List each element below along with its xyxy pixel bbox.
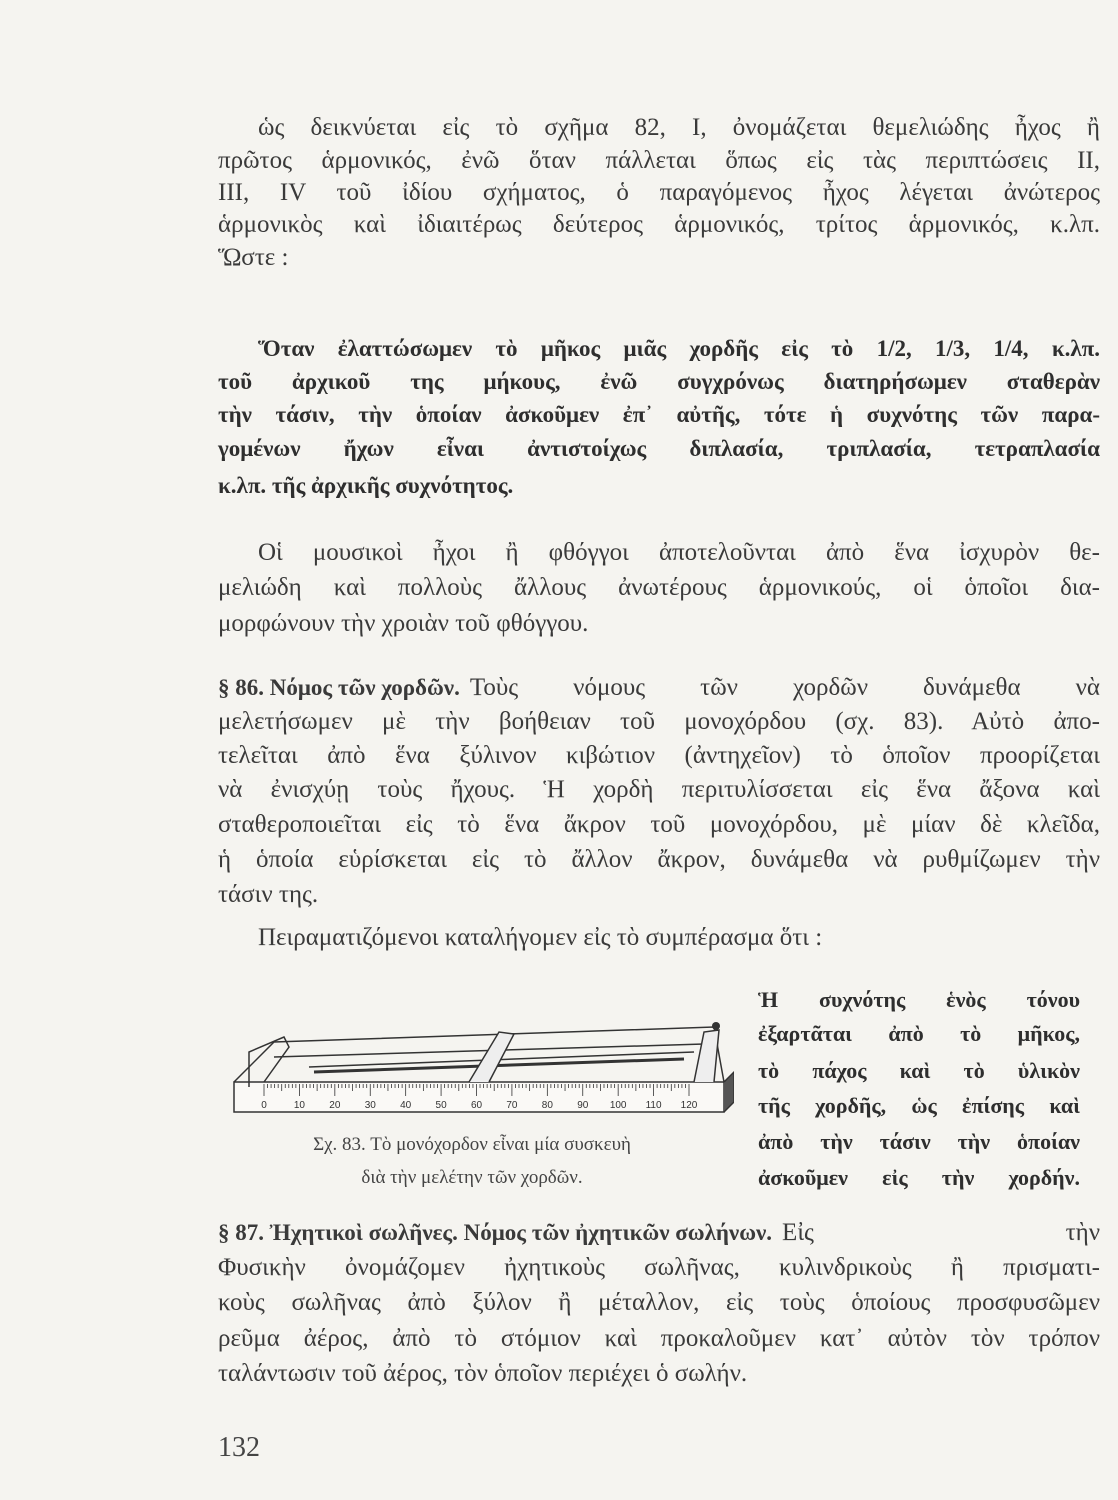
text-line: III, IV τοῦ ἰδίου σχήματος, ὁ παραγόμενος ἦχος λέγεται ἀνώτερος [218, 179, 1100, 206]
conclusion-line: ἐξαρτᾶται ἀπὸ τὸ μῆκος, [758, 1021, 1080, 1046]
text-line: τάσιν της. [218, 881, 319, 908]
section-87-heading: § 87. Ἠχητικοὶ σωλῆνες. Νόμος τῶν ἠχητικῶν σωλήνων. [218, 1220, 773, 1245]
ruler-label: 10 [293, 1100, 305, 1111]
conclusion-line: ἀσκοῦμεν εἰς τὴν χορδήν. [758, 1165, 1080, 1190]
text-line: κοὺς σωλῆνας ἀπὸ ξύλον ἢ μέταλλον, εἰς τοὺς ὁποίους προσφυσῶμεν [218, 1289, 1100, 1316]
text-line: Ὥστε : [218, 244, 289, 271]
conclusion-line: Ἡ συχνότης ἑνὸς τόνου [758, 987, 1080, 1012]
ruler-label: 50 [435, 1100, 447, 1111]
text-line: Τοὺς νόμους τῶν χορδῶν δυνάμεθα νὰ [469, 674, 1100, 701]
ruler-label: 90 [577, 1100, 589, 1111]
ruler-label: 100 [609, 1100, 627, 1111]
ruler-label: 40 [400, 1100, 412, 1111]
ruler-label: 30 [364, 1100, 376, 1111]
page-number: 132 [218, 1432, 260, 1463]
ruler-label: 0 [261, 1100, 267, 1111]
ruler-label: 60 [470, 1100, 483, 1111]
text-line: πρῶτος ἁρμονικός, ἐνῶ ὅταν πάλλεται ὅπως εἰς τὰς περιπτώσεις II, [218, 147, 1100, 174]
text-line: τελεῖται ἀπὸ ἕνα ξύλινον κιβώτιον (ἀντηχεῖον) τὸ ὁποῖον προορίζεται [218, 742, 1100, 769]
text-line: Οἱ μουσικοὶ ἦχοι ἢ φθόγγοι ἀποτελοῦνται ἀπὸ ἕνα ἰσχυρὸν θε- [258, 539, 1100, 566]
text-line: ἡ ὁποία εὑρίσκεται εἰς τὸ ἄλλον ἄκρον, δυνάμεθα νὰ ρυθμίζωμεν τὴν [218, 846, 1100, 873]
text-line: μορφώνουν τὴν χροιὰν τοῦ φθόγγου. [218, 610, 589, 637]
law-line: τὴν τάσιν, τὴν ὁποίαν ἀσκοῦμεν ἐπ᾽ αὐτῆς, τότε ἡ συχνότης τῶν παρα- [218, 402, 1100, 427]
text-line: μελιώδη καὶ πολλοὺς ἄλλους ἀνωτέρους ἁρμονικούς, οἱ ὁποῖοι δια- [218, 574, 1100, 601]
text-line: Εἰς τὴν [782, 1219, 1100, 1246]
monochord-illustration [214, 1012, 734, 1130]
law-line: Ὅταν ἐλαττώσωμεν τὸ μῆκος μιᾶς χορδῆς εἰς τὸ 1/2, 1/3, 1/4, κ.λπ. [258, 336, 1100, 361]
law-line: τοῦ ἀρχικοῦ της μήκους, ἐνῶ συγχρόνως διατηρήσωμεν σταθερὰν [218, 369, 1100, 394]
text-line: ἁρμονικὸς καὶ ἰδιαιτέρως δεύτερος ἁρμονικός, τρίτος ἁρμονικός, κ.λπ. [218, 211, 1100, 238]
conclusion-line: τὸ πάχος καὶ τὸ ὑλικὸν [758, 1058, 1080, 1083]
figure-caption: Σχ. 83. Τὸ μονόχορδον εἶναι μία συσκευὴ [313, 1134, 631, 1155]
law-line: γομένων ἤχων εἶναι ἀντιστοίχως διπλασία, τριπλασία, τετραπλασία [218, 436, 1100, 461]
text-line: ὡς δεικνύεται εἰς τὸ σχῆμα 82, I, ὀνομάζεται θεμελιώδης ἦχος ἢ [258, 114, 1100, 141]
conclusion-line: τῆς χορδῆς, ὡς ἐπίσης καὶ [758, 1093, 1080, 1118]
ruler-label: 20 [329, 1100, 341, 1111]
figure-caption: διὰ τὴν μελέτην τῶν χορδῶν. [361, 1167, 583, 1188]
text-line: ταλάντωσιν τοῦ ἀέρος, τὸν ὁποῖον περιέχει ὁ σωλήν. [218, 1360, 748, 1387]
section-86-heading: § 86. Νόμος τῶν χορδῶν. [218, 675, 460, 700]
section-86-first-line [218, 673, 1100, 703]
text-line: μελετήσωμεν μὲ τὴν βοήθειαν τοῦ μονοχόρδου (σχ. 83). Αὐτὸ ἀπο- [218, 708, 1100, 735]
ruler-label: 120 [680, 1100, 698, 1111]
text-line: νὰ ἐνισχύῃ τοὺς ἤχους. Ἡ χορδὴ περιτυλίσσεται εἰς ἕνα ἄξονα καὶ [218, 776, 1100, 803]
text-line: Φυσικὴν ὀνομάζομεν ἠχητικοὺς σωλῆνας, κυλινδρικοὺς ἢ πρισματι- [218, 1254, 1100, 1281]
ruler-label: 70 [506, 1100, 518, 1111]
ruler-label: 110 [645, 1100, 662, 1111]
law-line: κ.λπ. τῆς ἀρχικῆς συχνότητος. [218, 473, 514, 498]
conclusion-line: ἀπὸ τὴν τάσιν τὴν ὁποίαν [758, 1129, 1080, 1154]
text-line: σταθεροποιεῖται εἰς τὸ ἕνα ἄκρον τοῦ μονοχόρδου, μὲ μίαν δὲ κλεῖδα, [218, 811, 1100, 838]
text-line: Πειραματιζόμενοι καταλήγομεν εἰς τὸ συμπέρασμα ὅτι : [258, 924, 823, 951]
section-87-first-line [218, 1218, 1100, 1248]
text-line: ρεῦμα ἀέρος, ἀπὸ τὸ στόμιον καὶ προκαλοῦμεν κατ᾽ αὐτὸν τὸν τρόπον [218, 1325, 1100, 1352]
ruler-label: 80 [541, 1100, 553, 1111]
tuning-key-icon [712, 1022, 720, 1030]
